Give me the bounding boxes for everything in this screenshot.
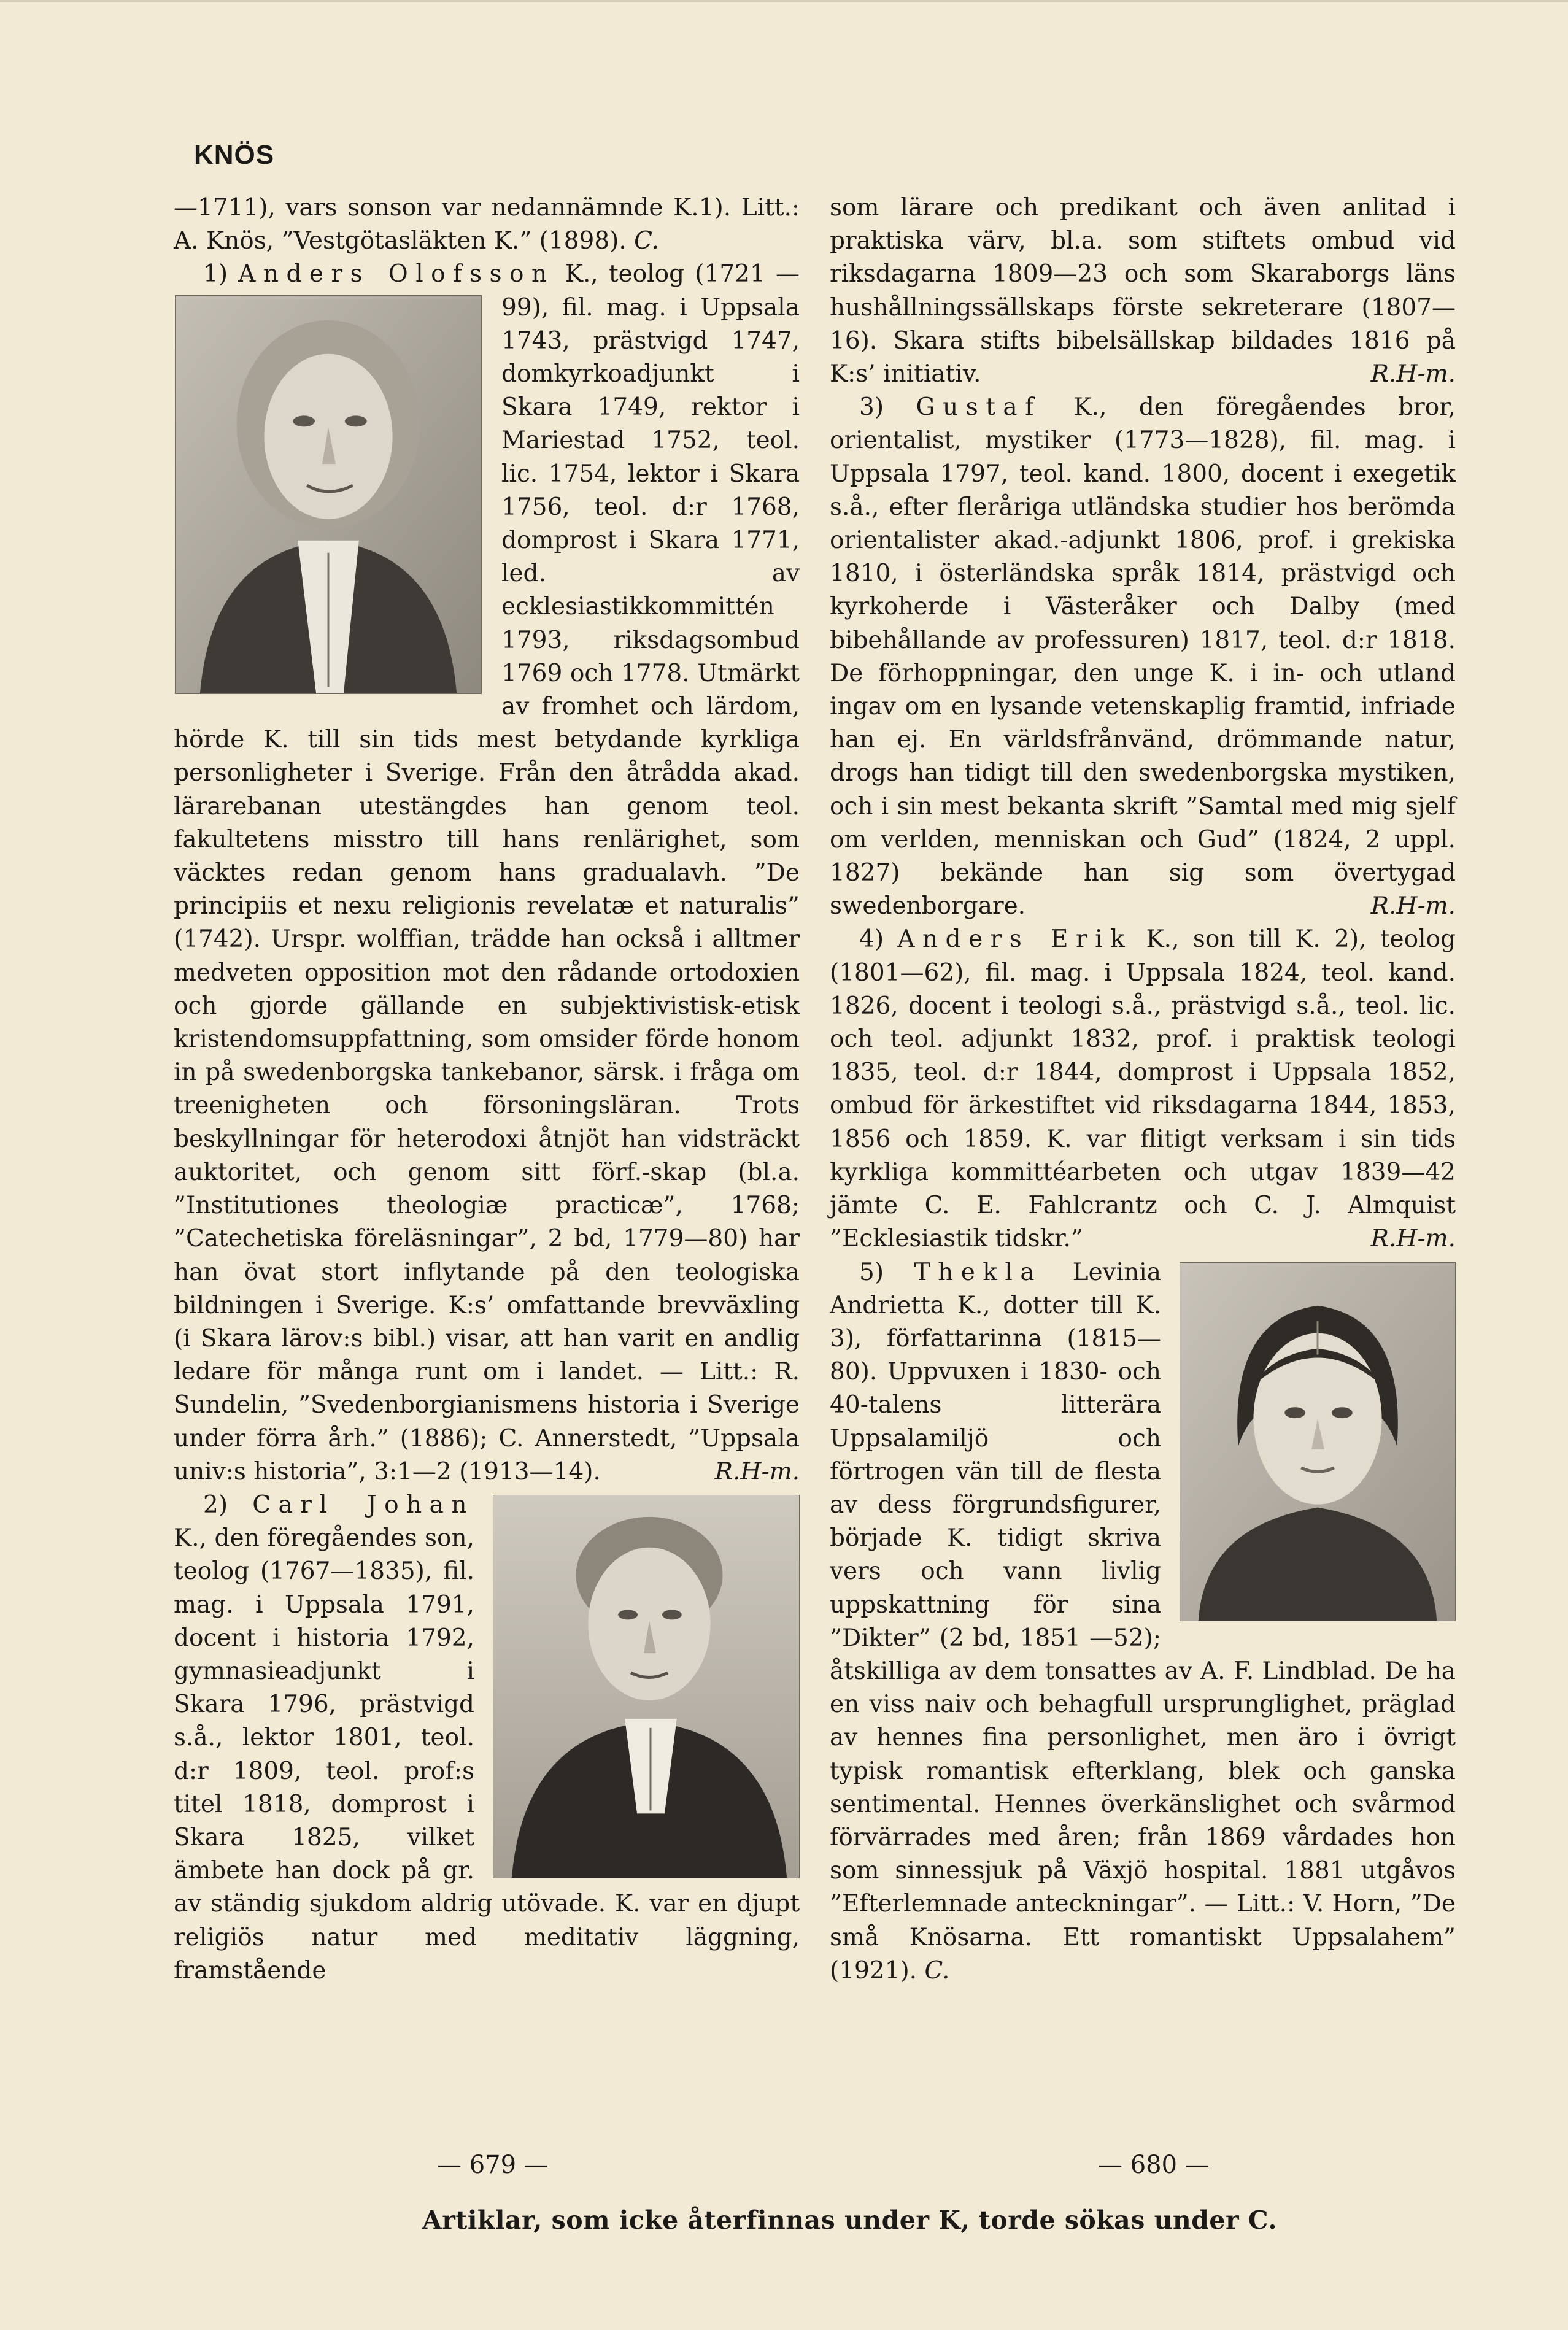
page-number-right: — 680 — [1098, 2151, 1210, 2179]
author-signature: R.H-m. [1370, 892, 1456, 920]
author-signature: R.H-m. [1370, 360, 1456, 388]
entry-name: Anders Erik [897, 925, 1133, 954]
portrait-carl-johan [493, 1495, 800, 1878]
page-number-left: — 679 — [437, 2151, 549, 2179]
portrait-thekla [1180, 1262, 1456, 1621]
entry-anders-erik: 4) Anders Erik K., son till K. 2), teolog (1801—62), fil. mag. i Uppsala 1824, teol. kand. 1826, docent i teologi s.å., prästvigd s.å., teol. lic. och teol. adjunkt 1832, prof. i praktisk teologi 1835, teol. d:r 1844, domprost i Uppsala 1852, ombud för ärkestiftet vid riksdagarna 1844, 1853, 1856 och 1859. K. var flitigt verksam i sin tids kyrkliga kommittéarbeten och utgav 1839—42 jämte C. E. Fahlcrantz och C. J. Almquist ”Ecklesiastik tidskr.” R.H-m. [830, 923, 1456, 1256]
entry-name: Gustaf [916, 393, 1042, 422]
entry-carl-johan-continued: som lärare och predikant och även anlitad i praktiska värv, bl.a. som stiftets ombud vid riksdagarna 1809—23 och som Skaraborgs läns hushållningssällskaps förste sekreterare (1807—16). Skara stifts bibelsällskap bildades 1816 på K:s’ initiativ. R.H-m. [830, 191, 1456, 391]
entry-thekla: 5) Thekla Levinia Andrietta K., dotter till K. 3), författarinna (1815—80). Uppvuxen i 1830- och 40-talens litterära Uppsalamiljö och förtrogen vän till de flesta av dess förgrundsfigurer, började K. tidigt skriva vers och vann livlig uppskattning för sina ”Dikter” (2 bd, 1851 —52); åtskilliga av dem tonsattes av A. F. Lindblad. De ha en viss naiv och behagfull ursprunglighet, präglad av hennes fina personlighet, men äro i övrigt typisk romantisk efterklang, blek och ganska sentimental. Hennes överkänslighet och svårmod förvärrades med åren; från 1869 vårdades hon som sinnessjuk på Växjö hospital. 1881 utgåvos ”Efterlemnade anteckningar”. — Litt.: V. Horn, ”De små Knösarna. Ett romantiskt Uppsalahem” (1921). C. [830, 1258, 1456, 1985]
portrait-anders-olofsson [175, 295, 482, 694]
entry-name: Anders Olofsson [238, 260, 555, 288]
left-column [174, 191, 800, 1988]
entry-anders-olofsson: 1) Anders Olofsson K., teolog (1721 —99), fil. mag. i Uppsala 1743, prästvigd 1747, domkyrkoadjunkt i Skara 1749, rektor i Mariestad 1752, teol. lic. 1754, lektor i Skara 1756, teol. d:r 1768, domprost i Skara 1771, led. av ecklesiastikkommittén 1793, riksdagsombud 1769 och 1778. Utmärkt av fromhet och lärdom, hörde K. till sin tids mest betydande kyrkliga personligheter i Sverige. Från den åtrådda akad. lärarebanan utestängdes han genom teol. fakultetens misstro till hans renlärighet, som väcktes redan genom hans gradualavh. ”De principiis et nexu religionis revelatæ et naturalis” (1742). Urspr. wolffian, trädde han också i alltmer medveten opposition mot den rådande ortodoxien och gjorde gällande en subjektivistisk-etisk kristendomsuppfattning, som omsider förde honom in på swedenborgska tankebanor, särsk. i fråga om treenigheten och försoningsläran. Trots beskyllningar för heterodoxi åtnjöt han vidsträckt auktoritet, och genom sitt förf.-skap (bl.a. ”Institutiones theologiæ practicæ”, 1768; ”Catechetiska föreläsningar”, 2 bd, 1779—80) har han övat stort inflytande på den teologiska bildningen i Sverige. K:s’ omfattande brevväxling (i Skara lärov:s bibl.) visar, att han varit en andlig ledare för många runt om i landet. — Litt.: R. Sundelin, ”Svedenborgianismens historia i Sverige under förra årh.” (1886); C. Annerstedt, ”Uppsala univ:s historia”, 3:1—2 (1913—14). R.H-m. [174, 258, 800, 1489]
author-signature: C. [634, 227, 660, 255]
running-header: KNÖS [194, 140, 275, 170]
footer-note: Artiklar, som icke återfinnas under K, torde sökas under C. [422, 2205, 1278, 2235]
author-signature: R.H-m. [1370, 1225, 1456, 1253]
portrait-engraving-icon [1180, 1263, 1455, 1621]
entry-carl-johan: 2) Carl Johan K., den föregåendes son, teolog (1767—1835), fil. mag. i Uppsala 1791, docent i historia 1792, gymnasieadjunkt i Skara 1796, prästvigd s.å., lektor 1801, teol. d:r 1809, teol. prof:s titel 1818, domprost i Skara 1825, vilket ämbete han dock på gr. av ständig sjukdom aldrig utövade. K. var en djupt religiös natur med meditativ läggning, framstående [174, 1491, 800, 1985]
author-signature: R.H-m. [714, 1457, 800, 1486]
right-column [830, 191, 1456, 1988]
entry-name: Carl Johan [252, 1491, 474, 1519]
portrait-engraving-icon [176, 296, 481, 693]
author-signature: C. [924, 1956, 950, 1985]
page-edge [0, 0, 1568, 2]
continuation-paragraph: —1711), vars sonson var nedannämnde K.1). Litt.: A. Knös, ”Vestgötasläkten K.” (1898). C. [174, 194, 800, 255]
entry-name: Thekla [914, 1258, 1043, 1286]
portrait-engraving-icon [493, 1495, 799, 1878]
entry-gustaf: 3) Gustaf K., den föregåendes bror, orientalist, mystiker (1773—1828), fil. mag. i Uppsala 1797, teol. kand. 1800, docent i exegetik s.å., efter fleråriga utländska studier hos berömda orientalister akad.-adjunkt 1806, prof. i grekiska 1810, i österländska språk 1814, prästvigd och kyrkoherde i Västeråker och Dalby (med bibehållande av professuren) 1817, teol. d:r 1818. De förhoppningar, den unge K. i in- och utland ingav om en lysande vetenskaplig framtid, infriade han ej. En världsfrånvänd, drömmande natur, drogs han tidigt till den swedenborgska mystiken, och i sin mest bekanta skrift ”Samtal med mig sjelf om verlden, menniskan och Gud” (1824, 2 uppl. 1827) bekände han sig som övertygad swedenborgare. R.H-m. [830, 391, 1456, 923]
